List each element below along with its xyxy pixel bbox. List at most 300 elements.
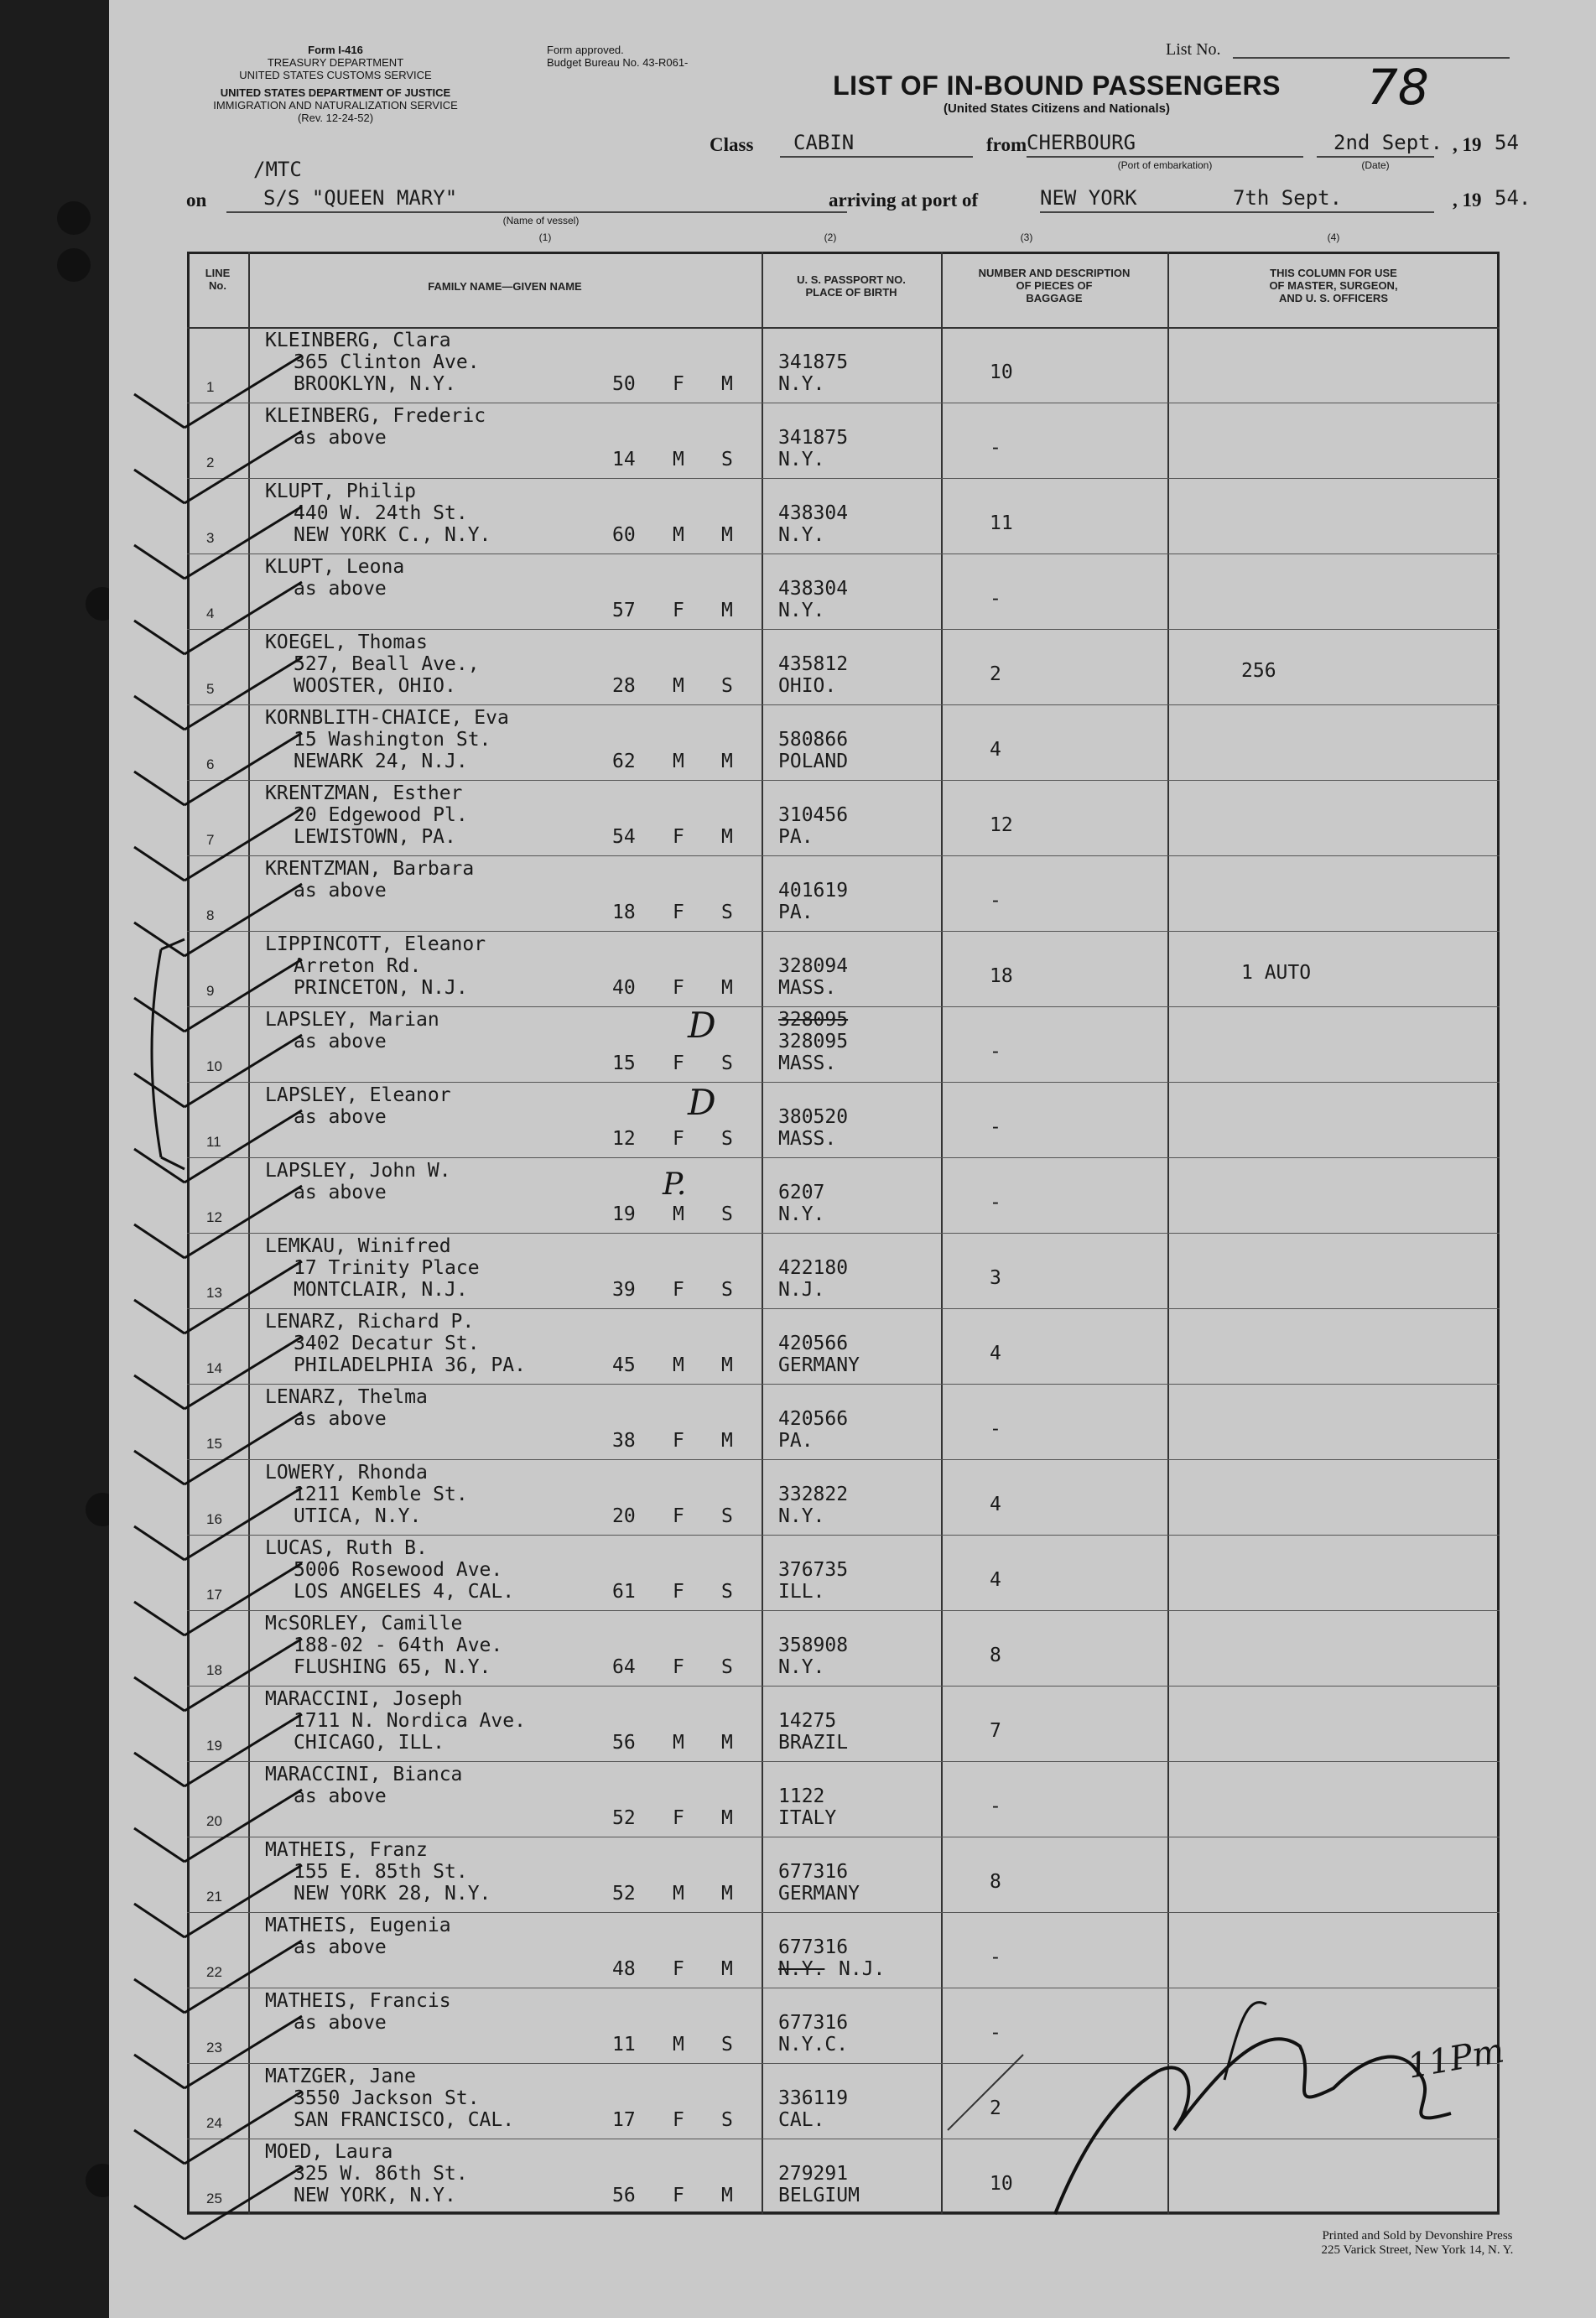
baggage-count: - xyxy=(990,1192,1001,1214)
check-mark xyxy=(134,1488,302,1560)
marital-status: S xyxy=(721,449,733,470)
passport-number: 422180 xyxy=(778,1257,849,1279)
line-number: 2 xyxy=(206,455,215,470)
passport-number: 341875 xyxy=(778,351,849,373)
sex: F xyxy=(673,1505,684,1527)
address-line: NEW YORK, N.Y. xyxy=(294,2185,456,2206)
approval-note: Form approved. Budget Bureau No. 43-R061- xyxy=(547,44,689,69)
sex: F xyxy=(673,1279,684,1301)
address-line: LOS ANGELES 4, CAL. xyxy=(294,1581,515,1603)
printer-imprint: Printed and Sold by Devonshire Press 225 Varick Street, New York 14, N. Y. xyxy=(1321,2229,1514,2257)
check-mark xyxy=(134,1337,302,1409)
check-mark xyxy=(134,1865,302,1937)
baggage-count: - xyxy=(990,1418,1001,1440)
age: 20 xyxy=(612,1505,636,1527)
baggage-count: 4 xyxy=(990,1569,1001,1591)
line-number: 23 xyxy=(206,2040,222,2056)
place-of-birth: POLAND xyxy=(778,751,849,772)
age: 12 xyxy=(612,1128,636,1150)
passport-number: 435812 xyxy=(778,653,849,675)
passenger-name: MATZGER, Jane xyxy=(265,2066,417,2087)
passport-number: 1122 xyxy=(778,1785,825,1807)
marital-status: S xyxy=(721,2109,733,2131)
age: 17 xyxy=(612,2109,636,2131)
sex: F xyxy=(673,1807,684,1829)
passport-number: 376735 xyxy=(778,1559,849,1581)
marital-status: S xyxy=(721,2034,733,2056)
age: 14 xyxy=(612,449,636,470)
sex: F xyxy=(673,902,684,923)
line-number: 17 xyxy=(206,1587,222,1603)
sex: F xyxy=(673,2185,684,2206)
address-line: NEW YORK C., N.Y. xyxy=(294,524,491,546)
handwritten-d: D xyxy=(688,1082,716,1123)
marital-status: M xyxy=(721,2185,733,2206)
age: 19 xyxy=(612,1203,636,1225)
marital-status: S xyxy=(721,1203,733,1225)
marital-status: M xyxy=(721,524,733,546)
handwritten-p: P. xyxy=(663,1167,687,1202)
address-line: FLUSHING 65, N.Y. xyxy=(294,1656,491,1678)
passport-number: 336119 xyxy=(778,2087,849,2109)
marital-status: M xyxy=(721,1958,733,1980)
address-line: 440 W. 24th St. xyxy=(294,502,468,524)
passport-number: 677316 xyxy=(778,1861,849,1883)
check-mark xyxy=(134,1790,302,1862)
passport-number: 358908 xyxy=(778,1635,849,1656)
baggage-count: 4 xyxy=(990,1343,1001,1364)
age: 38 xyxy=(612,1430,636,1452)
col-number: (4) xyxy=(1327,231,1340,243)
age: 40 xyxy=(612,977,636,999)
line-number: 16 xyxy=(206,1511,222,1527)
passenger-name: KLUPT, Leona xyxy=(265,556,405,578)
address-line: NEWARK 24, N.J. xyxy=(294,751,468,772)
passport-number: 341875 xyxy=(778,427,849,449)
address-line: 188-02 - 64th Ave. xyxy=(294,1635,503,1656)
age: 52 xyxy=(612,1883,636,1905)
sex: F xyxy=(673,1581,684,1603)
passenger-name: LAPSLEY, Marian xyxy=(265,1009,439,1031)
place-of-birth: PA. xyxy=(778,826,814,848)
check-mark xyxy=(134,356,302,428)
place-of-birth: N.Y. xyxy=(778,373,825,395)
baggage-count: 2 xyxy=(990,2097,1001,2119)
passport-number: 310456 xyxy=(778,804,849,826)
passenger-name: KORNBLITH-CHAICE, Eva xyxy=(265,707,509,729)
baggage-count: 3 xyxy=(990,1267,1001,1289)
passenger-name: MARACCINI, Bianca xyxy=(265,1764,463,1785)
line-number: 14 xyxy=(206,1360,222,1376)
baggage-count: 10 xyxy=(990,361,1013,383)
baggage-count: - xyxy=(990,1116,1001,1138)
marital-status: M xyxy=(721,1354,733,1376)
age: 56 xyxy=(612,1732,636,1754)
passport-number: 328094 xyxy=(778,955,849,977)
place-of-birth: GERMANY xyxy=(778,1354,860,1376)
marital-status: M xyxy=(721,1732,733,1754)
passport-number: 332822 xyxy=(778,1484,849,1505)
address-line: as above xyxy=(294,1182,387,1203)
departure-date: 2nd Sept. xyxy=(1333,131,1443,154)
marital-status: M xyxy=(721,1430,733,1452)
passport-number: 677316 xyxy=(778,1936,849,1958)
age: 45 xyxy=(612,1354,636,1376)
passenger-name: LAPSLEY, John W. xyxy=(265,1160,451,1182)
passport-number: 279291 xyxy=(778,2163,849,2185)
address-line: WOOSTER, OHIO. xyxy=(294,675,456,697)
check-mark xyxy=(134,507,302,579)
baggage-count: 2 xyxy=(990,663,1001,685)
place-of-birth: CAL. xyxy=(778,2109,825,2131)
passport-number: 328095 xyxy=(778,1031,849,1052)
address-line: LEWISTOWN, PA. xyxy=(294,826,456,848)
sex: F xyxy=(673,977,684,999)
sex: F xyxy=(673,1656,684,1678)
address-line: as above xyxy=(294,1106,387,1128)
col-name: FAMILY NAME—GIVEN NAME xyxy=(428,280,582,293)
baggage-count: 4 xyxy=(990,1494,1001,1515)
place-of-birth: ILL. xyxy=(778,1581,825,1603)
check-mark xyxy=(134,733,302,805)
class-value: CABIN xyxy=(793,131,855,154)
marital-status: M xyxy=(721,1807,733,1829)
baggage-count: - xyxy=(990,437,1001,459)
age: 64 xyxy=(612,1656,636,1678)
marital-status: M xyxy=(721,751,733,772)
place-of-birth: N.Y. xyxy=(778,600,825,621)
address-line: BROOKLYN, N.Y. xyxy=(294,373,456,395)
check-mark xyxy=(134,1563,302,1635)
marital-status: M xyxy=(721,1883,733,1905)
place-of-birth: N.Y. xyxy=(778,1505,825,1527)
age: 48 xyxy=(612,1958,636,1980)
line-number: 10 xyxy=(206,1058,222,1074)
marital-status: S xyxy=(721,1052,733,1074)
address-line: MONTCLAIR, N.J. xyxy=(294,1279,468,1301)
address-line: as above xyxy=(294,1785,387,1807)
check-mark xyxy=(134,1639,302,1711)
marital-status: S xyxy=(721,1279,733,1301)
age: 62 xyxy=(612,751,636,772)
passenger-name: MATHEIS, Franz xyxy=(265,1839,428,1861)
address-line: 17 Trinity Place xyxy=(294,1257,480,1279)
place-of-birth: OHIO. xyxy=(778,675,837,697)
marital-status: M xyxy=(721,977,733,999)
address-line: as above xyxy=(294,1031,387,1052)
address-line: 1711 N. Nordica Ave. xyxy=(294,1710,526,1732)
check-mark xyxy=(134,657,302,730)
address-line: as above xyxy=(294,427,387,449)
age: 52 xyxy=(612,1807,636,1829)
sex: M xyxy=(673,1883,684,1905)
col-line-no: LINE No. xyxy=(205,267,231,292)
passport-number: 580866 xyxy=(778,729,849,751)
line-number: 24 xyxy=(206,2115,222,2131)
address-line: as above xyxy=(294,880,387,902)
address-line: 3402 Decatur St. xyxy=(294,1333,480,1354)
sex: F xyxy=(673,1052,684,1074)
sex: F xyxy=(673,373,684,395)
age: 18 xyxy=(612,902,636,923)
place-of-birth: N.Y. xyxy=(778,449,825,470)
line-number: 15 xyxy=(206,1436,222,1452)
place-of-birth: N.J. xyxy=(778,1279,825,1301)
place-of-birth: N.Y.C. xyxy=(778,2034,849,2056)
passenger-name: KLEINBERG, Frederic xyxy=(265,405,486,427)
line-number: 9 xyxy=(206,983,215,999)
passport-number: 677316 xyxy=(778,2012,849,2034)
passport-number: 14275 xyxy=(778,1710,837,1732)
handwritten-d: D xyxy=(688,1005,716,1046)
sex: M xyxy=(673,1203,684,1225)
age: 28 xyxy=(612,675,636,697)
arrival-port: NEW YORK xyxy=(1040,186,1137,210)
sex: F xyxy=(673,826,684,848)
embarkation-port: CHERBOURG xyxy=(1027,131,1136,154)
date-caption: (Date) xyxy=(1361,159,1390,171)
passenger-name: LOWERY, Rhonda xyxy=(265,1462,428,1484)
baggage-count: 12 xyxy=(990,814,1013,836)
port-caption: (Port of embarkation) xyxy=(1117,159,1213,171)
place-of-birth: GERMANY xyxy=(778,1883,860,1905)
baggage-count: - xyxy=(990,1946,1001,1968)
address-line: as above xyxy=(294,1408,387,1430)
check-mark xyxy=(134,1412,302,1484)
line-number: 7 xyxy=(206,832,215,848)
marital-status: S xyxy=(721,1581,733,1603)
arr-year-prefix: , 19 xyxy=(1453,190,1482,210)
line-number: 6 xyxy=(206,756,215,772)
line-number: 21 xyxy=(206,1889,222,1905)
ink-marks xyxy=(109,0,1596,2318)
passenger-name: KLEINBERG, Clara xyxy=(265,330,451,351)
marital-status: M xyxy=(721,600,733,621)
sex: M xyxy=(673,524,684,546)
check-mark xyxy=(134,431,302,503)
line-number: 13 xyxy=(206,1285,222,1301)
sex: M xyxy=(673,449,684,470)
place-of-birth: BELGIUM xyxy=(778,2185,860,2206)
age: 50 xyxy=(612,373,636,395)
address-line: 365 Clinton Ave. xyxy=(294,351,480,373)
line-number: 22 xyxy=(206,1964,222,1980)
col-baggage: NUMBER AND DESCRIPTION OF PIECES OF BAGGAGE xyxy=(978,267,1131,304)
line-number: 1 xyxy=(206,379,215,395)
arrival-year: 54. xyxy=(1495,186,1531,210)
agency-header: Form I-416 TREASURY DEPARTMENT UNITED STATES CUSTOMS SERVICE UNITED STATES DEPARTMENT OF JUSTICE IMMIGRATION AND NATURALIZATION SERVICE (Rev. 12-24-52) xyxy=(213,44,458,124)
place-of-birth: BRAZIL xyxy=(778,1732,849,1754)
address-line: as above xyxy=(294,2012,387,2034)
line-number: 12 xyxy=(206,1209,222,1225)
age: 57 xyxy=(612,600,636,621)
age: 11 xyxy=(612,2034,636,2056)
list-number: 78 xyxy=(1367,59,1429,116)
form-sheet xyxy=(109,0,1596,2318)
age: 54 xyxy=(612,826,636,848)
line-number: 5 xyxy=(206,681,215,697)
baggage-count: 11 xyxy=(990,512,1013,534)
place-of-birth: ITALY xyxy=(778,1807,837,1829)
address-line: 20 Edgewood Pl. xyxy=(294,804,468,826)
address-line: 5006 Rosewood Ave. xyxy=(294,1559,503,1581)
passport-number: 438304 xyxy=(778,502,849,524)
check-mark xyxy=(134,1186,302,1258)
check-mark xyxy=(134,1035,302,1107)
place-of-birth: N.Y. xyxy=(778,1656,825,1678)
marital-status: S xyxy=(721,1128,733,1150)
punch-hole xyxy=(57,248,91,282)
sex: F xyxy=(673,1958,684,1980)
address-line: as above xyxy=(294,1936,387,1958)
check-mark xyxy=(134,2016,302,2088)
passenger-name: McSORLEY, Camille xyxy=(265,1613,463,1635)
passenger-name: KRENTZMAN, Esther xyxy=(265,782,463,804)
address-line: 527, Beall Ave., xyxy=(294,653,480,675)
address-line: UTICA, N.Y. xyxy=(294,1505,422,1527)
check-mark xyxy=(134,1941,302,2013)
passenger-name: LEMKAU, Winifred xyxy=(265,1235,451,1257)
passenger-name: MARACCINI, Joseph xyxy=(265,1688,463,1710)
line-number: 18 xyxy=(206,1662,222,1678)
passenger-name: LENARZ, Richard P. xyxy=(265,1311,475,1333)
address-line: 3550 Jackson St. xyxy=(294,2087,480,2109)
struck-birth: N.Y. xyxy=(778,1958,825,1980)
place-of-birth: MASS. xyxy=(778,977,837,999)
place-of-birth: MASS. xyxy=(778,1128,837,1150)
check-mark xyxy=(134,884,302,956)
passport-number: 401619 xyxy=(778,880,849,902)
age: 60 xyxy=(612,524,636,546)
sex: M xyxy=(673,2034,684,2056)
sex: M xyxy=(673,1354,684,1376)
marital-status: S xyxy=(721,902,733,923)
passenger-name: MATHEIS, Francis xyxy=(265,1990,451,2012)
col-number: (3) xyxy=(1020,231,1033,243)
document-code: /MTC xyxy=(253,158,302,181)
place-of-birth: N.J. xyxy=(839,1958,886,1980)
class-label: Class xyxy=(710,134,754,155)
passenger-name: MOED, Laura xyxy=(265,2141,393,2163)
check-mark xyxy=(134,2167,302,2239)
sex: F xyxy=(673,1128,684,1150)
check-mark xyxy=(134,582,302,654)
list-no-label: List No. xyxy=(1166,40,1221,59)
baggage-count: 8 xyxy=(990,1645,1001,1666)
passenger-name: KLUPT, Philip xyxy=(265,481,417,502)
col-number: (2) xyxy=(824,231,837,243)
form-title: LIST OF IN-BOUND PASSENGERS (United States Citizens and Nationals) xyxy=(833,70,1281,116)
officer-note: 256 xyxy=(1241,660,1276,682)
from-label: from xyxy=(986,134,1027,155)
address-line: 1211 Kemble St. xyxy=(294,1484,468,1505)
check-mark xyxy=(134,959,302,1032)
line-number: 4 xyxy=(206,605,215,621)
address-line: NEW YORK 28, N.Y. xyxy=(294,1883,491,1905)
vessel-name: S/S "QUEEN MARY" xyxy=(263,186,458,210)
marital-status: S xyxy=(721,675,733,697)
sex: F xyxy=(673,2109,684,2131)
place-of-birth: PA. xyxy=(778,1430,814,1452)
passenger-name: MATHEIS, Eugenia xyxy=(265,1915,451,1936)
baggage-count: 18 xyxy=(990,965,1013,987)
arrival-date: 7th Sept. xyxy=(1233,186,1343,210)
line-number: 11 xyxy=(206,1134,221,1150)
check-mark xyxy=(134,1714,302,1786)
place-of-birth: N.Y. xyxy=(778,524,825,546)
dep-year-prefix: , 19 xyxy=(1453,134,1482,155)
sex: F xyxy=(673,600,684,621)
passport-number: 380520 xyxy=(778,1106,849,1128)
passport-number: 438304 xyxy=(778,578,849,600)
officer-note: 1 AUTO xyxy=(1241,962,1312,984)
passenger-name: LUCAS, Ruth B. xyxy=(265,1537,428,1559)
col-officers: THIS COLUMN FOR USE OF MASTER, SURGEON, AND U. S. OFFICERS xyxy=(1269,267,1398,304)
signature-note: 11Pm xyxy=(1404,2031,1507,2087)
vessel-caption: (Name of vessel) xyxy=(502,215,580,226)
age: 56 xyxy=(612,2185,636,2206)
address-line: as above xyxy=(294,578,387,600)
passenger-name: KOEGEL, Thomas xyxy=(265,631,428,653)
punch-hole xyxy=(57,201,91,235)
baggage-count: - xyxy=(990,1796,1001,1817)
passport-number: 420566 xyxy=(778,1333,849,1354)
address-line: SAN FRANCISCO, CAL. xyxy=(294,2109,515,2131)
marital-status: M xyxy=(721,373,733,395)
sex: F xyxy=(673,1430,684,1452)
passenger-name: KRENTZMAN, Barbara xyxy=(265,858,475,880)
line-number: 8 xyxy=(206,907,215,923)
check-mark xyxy=(134,1261,302,1333)
age: 15 xyxy=(612,1052,636,1074)
baggage-count: 4 xyxy=(990,739,1001,761)
address-line: PHILADELPHIA 36, PA. xyxy=(294,1354,526,1376)
passenger-name: LENARZ, Thelma xyxy=(265,1386,428,1408)
col-passport: U. S. PASSPORT NO. PLACE OF BIRTH xyxy=(797,273,906,299)
sex: M xyxy=(673,1732,684,1754)
sex: M xyxy=(673,751,684,772)
baggage-count: 10 xyxy=(990,2173,1013,2195)
departure-year: 54 xyxy=(1495,131,1519,154)
place-of-birth: MASS. xyxy=(778,1052,837,1074)
line-number: 25 xyxy=(206,2191,222,2206)
arriving-label: arriving at port of xyxy=(829,190,979,210)
baggage-count: 8 xyxy=(990,1871,1001,1893)
baggage-count: - xyxy=(990,588,1001,610)
line-number: 3 xyxy=(206,530,215,546)
struck-passport: 328095 xyxy=(778,1009,849,1031)
place-of-birth: PA. xyxy=(778,902,814,923)
address-line: PRINCETON, N.J. xyxy=(294,977,468,999)
marital-status: M xyxy=(721,826,733,848)
passenger-name: LIPPINCOTT, Eleanor xyxy=(265,933,486,955)
baggage-count: - xyxy=(990,1041,1001,1063)
address-line: 325 W. 86th St. xyxy=(294,2163,468,2185)
line-number: 19 xyxy=(206,1738,222,1754)
address-line: CHICAGO, ILL. xyxy=(294,1732,445,1754)
check-mark xyxy=(134,2092,302,2164)
baggage-count: - xyxy=(990,890,1001,912)
marital-status: S xyxy=(721,1505,733,1527)
passenger-name: LAPSLEY, Eleanor xyxy=(265,1084,451,1106)
sex: M xyxy=(673,675,684,697)
address-line: 155 E. 85th St. xyxy=(294,1861,468,1883)
marital-status: S xyxy=(721,1656,733,1678)
passport-number: 420566 xyxy=(778,1408,849,1430)
line-number: 20 xyxy=(206,1813,222,1829)
place-of-birth: N.Y. xyxy=(778,1203,825,1225)
address-line: 15 Washington St. xyxy=(294,729,491,751)
